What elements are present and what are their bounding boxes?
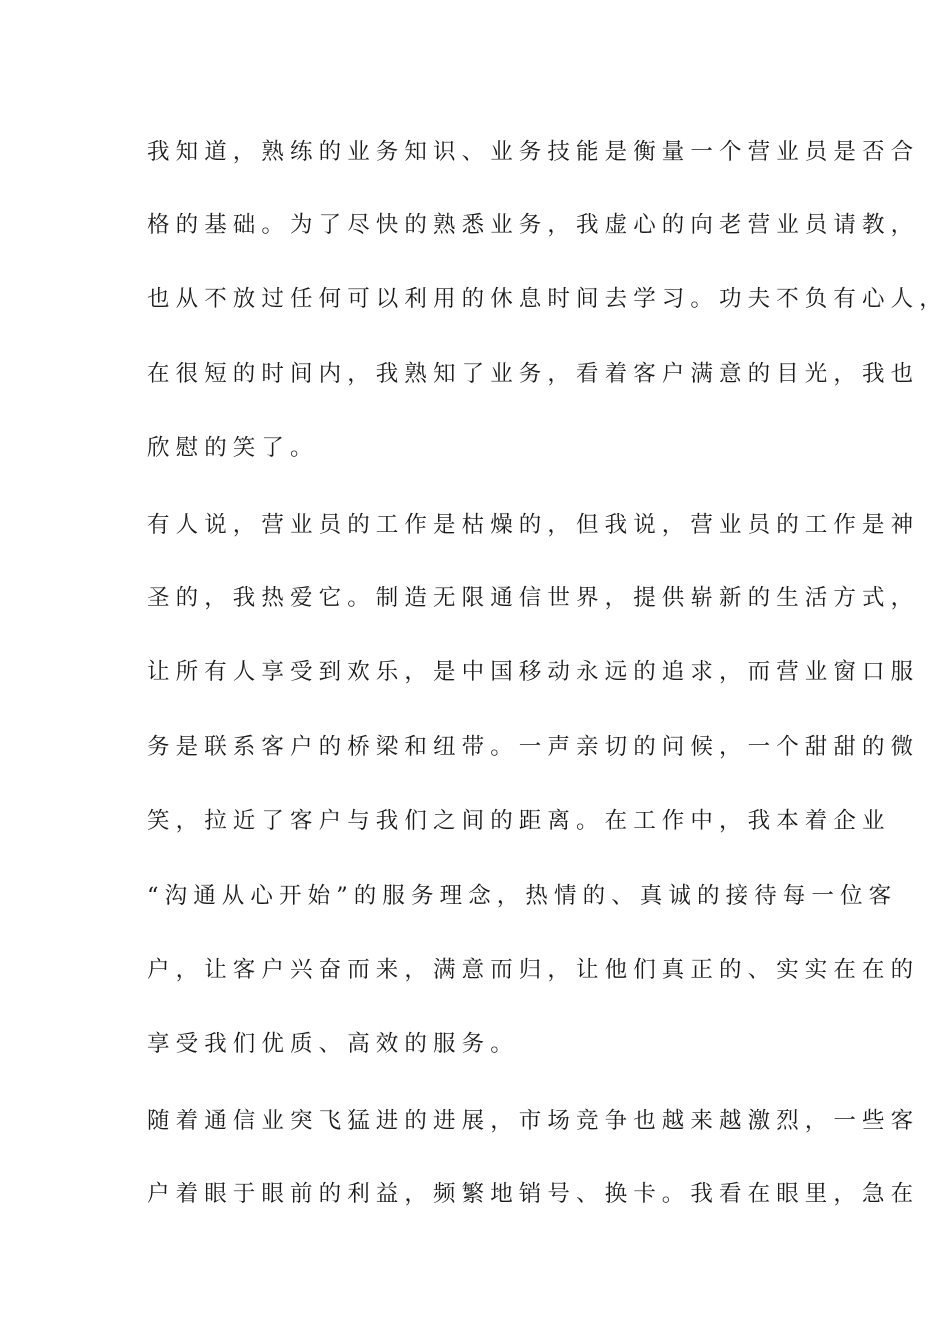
text-line: 也从不放过任何可以利用的休息时间去学习。功夫不负有心人， bbox=[147, 286, 948, 312]
text-line: 随着通信业突飞猛进的进展，市场竞争也越来越激烈，一些客 bbox=[147, 1108, 920, 1134]
text-line: 有人说，营业员的工作是枯燥的，但我说，营业员的工作是神 bbox=[147, 512, 920, 538]
text-line: 享受我们优质、高效的服务。 bbox=[147, 1031, 519, 1057]
text-line: 在很短的时间内，我熟知了业务，看着客户满意的目光，我也 bbox=[147, 361, 920, 387]
text-line: 欣慰的笑了。 bbox=[147, 435, 319, 461]
text-line: 圣的，我热爱它。制造无限通信世界，提供崭新的生活方式， bbox=[147, 585, 920, 611]
text-line: 户，让客户兴奋而来，满意而归，让他们真正的、实实在在的 bbox=[147, 957, 920, 983]
text-line: 户着眼于眼前的利益，频繁地销号、换卡。我看在眼里，急在 bbox=[147, 1181, 920, 1207]
text-line: 让所有人享受到欢乐，是中国移动永远的追求，而营业窗口服 bbox=[147, 659, 920, 685]
text-line: 我知道，熟练的业务知识、业务技能是衡量一个营业员是否合 bbox=[147, 139, 920, 165]
text-line: 务是联系客户的桥梁和纽带。一声亲切的问候，一个甜甜的微 bbox=[147, 734, 920, 760]
text-line: 格的基础。为了尽快的熟悉业务，我虚心的向老营业员请教， bbox=[147, 212, 920, 238]
text-line: “沟通从心开始”的服务理念，热情的、真诚的接待每一位客 bbox=[147, 883, 898, 909]
text-line: 笑，拉近了客户与我们之间的距离。在工作中，我本着企业 bbox=[147, 808, 891, 834]
